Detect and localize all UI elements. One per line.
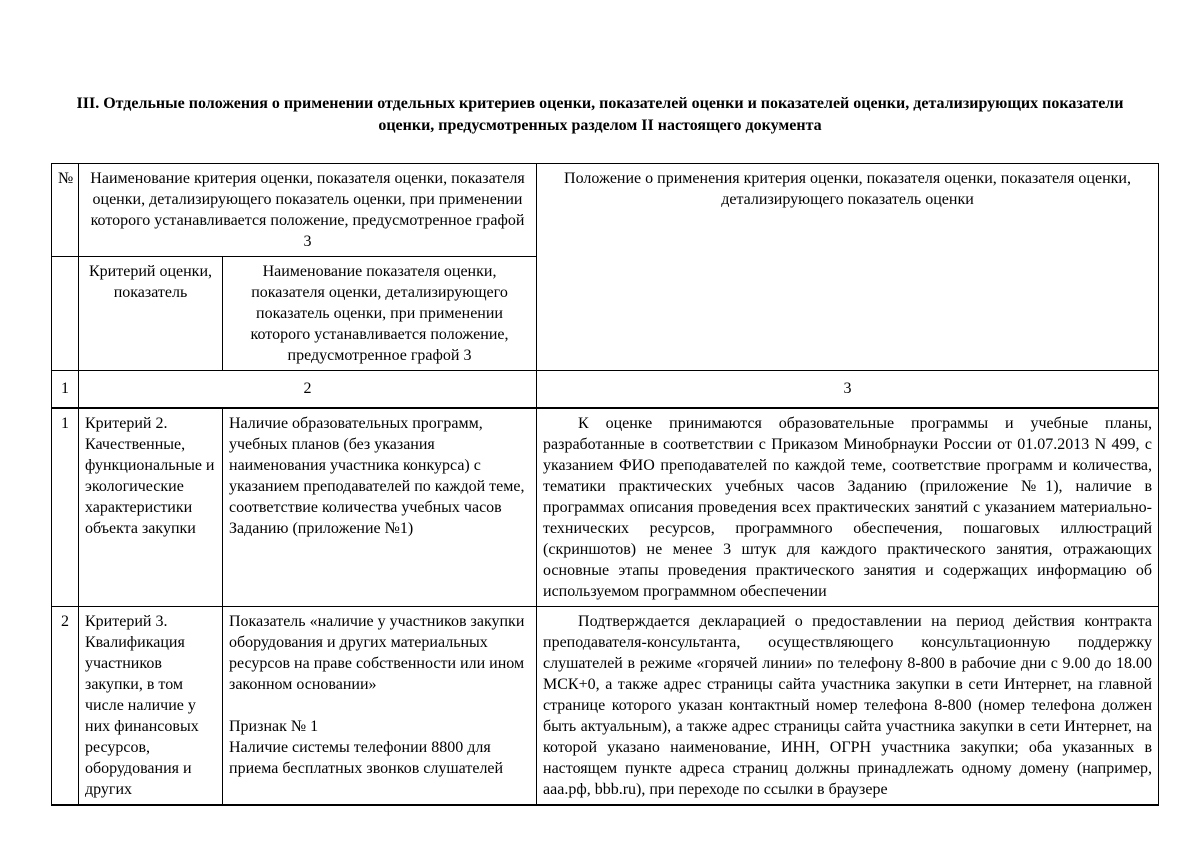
row-2-criterion-cell: Критерий 3. Квалификация участников закупки, в том числе наличие у них финансовых ресурсов, оборудования и других — [79, 606, 223, 805]
numbering-cell-2: 2 — [79, 371, 537, 408]
header-cell-provision: Положение о применения критерия оценки, показателя оценки, показателя оценки, детализирующего показатель оценки — [537, 164, 1159, 371]
row-2-provision-text: Подтверждается декларацией о предоставлении на период действия контракта преподавателя-консультанта, осуществляющего консультационную поддержку слушателей в режиме «горячей линии» по телефону 8-800 в рабочие дни с 9.00 до 18.00 МСК+0, а также адрес страницы сайта участника закупки в сети Интернет, на главной странице которого указан контактный номер телефона 8-800 (номер телефона должен быть актуальным), а также адрес страницы сайта участника закупки в сети Интернет, на которой указано наименование, ИНН, ОГРН участника закупки; оба указанных в настоящем пункте адреса страниц должны принадлежать одному домену (например, aaa.рф, bbb.ru), при переходе по ссылки в браузере — [543, 612, 1153, 798]
header-cell-no-empty — [52, 257, 79, 371]
numbering-row — [52, 371, 1159, 408]
table-row — [52, 408, 1159, 607]
header-cell-sub-criterion: Критерий оценки, показатель — [79, 257, 223, 371]
header-row-1 — [52, 164, 1159, 257]
row-1-provision-text: К оценке принимаются образовательные программы и учебные планы, разработанные в соответствии с Приказом Минобрнауки России от 01.07.2013 N 499, с указанием ФИО преподавателей по каждой теме, соответствие программ и количества, тематики практических учебных часов Заданию (приложение №1), наличие в программах описания проведения всех практических занятий с указанием материально-технических ресурсов, программного обеспечения, пошаговых иллюстраций (скриншотов) не менее 3 штук для каждого практического занятия, отражающих основные этапы проведения практического занятия и содержащих информацию об используемом программном обеспечении — [543, 414, 1153, 600]
row-1-indicator-cell: Наличие образовательных программ, учебных планов (без указания наименования участника конкурса) с указанием преподавателей по каждой теме, соответствие количества учебных часов Заданию (приложение №1) — [223, 408, 537, 607]
row-1-criterion-cell: Критерий 2. Качественные, функциональные и экологические характеристики объекта закупки — [79, 408, 223, 607]
header-cell-name: Наименование критерия оценки, показателя оценки, показателя оценки, детализирующего показатель оценки, при применении которого устанавливается положение, предусмотренное графой 3 — [79, 164, 537, 257]
row-2-indicator-cell: Показатель «наличие у участников закупки оборудования и других материальных ресурсов на праве собственности или ином законном основании» Признак № 1 Наличие системы телефонии 8800 для приема бесплатных звонков слушателей — [223, 606, 537, 805]
row-1-number-cell: 1 — [52, 408, 79, 607]
row-2-number-cell: 2 — [52, 606, 79, 805]
numbering-cell-3: 3 — [537, 371, 1159, 408]
header-cell-sub-indicator: Наименование показателя оценки, показателя оценки, детализирующего показатель оценки, при применении которого устанавливается положение, предусмотренное графой 3 — [223, 257, 537, 371]
header-cell-no: № — [52, 164, 79, 257]
table-row — [52, 606, 1159, 805]
criteria-table — [51, 163, 1159, 806]
row-2-provision-cell — [537, 606, 1159, 805]
numbering-cell-1: 1 — [52, 371, 79, 408]
row-1-provision-cell — [537, 408, 1159, 607]
document-title: III. Отдельные положения о применении отдельных критериев оценки, показателей оценки и показателей оценки, детализирующих показатели оценки, предусмотренных разделом II настоящего документа — [76, 95, 1124, 134]
